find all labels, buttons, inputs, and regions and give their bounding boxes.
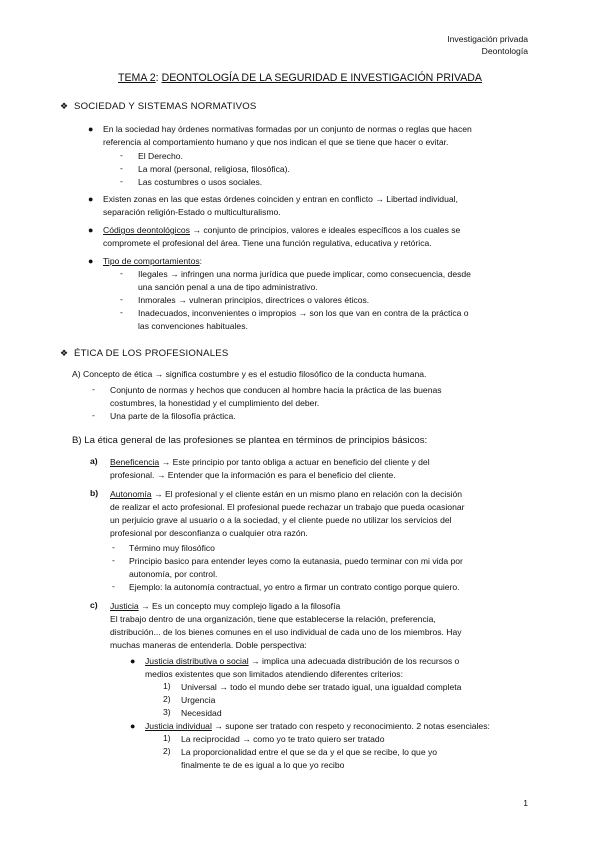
bullet-icon: ● [88,194,94,204]
paragraph: En la sociedad hay órdenes normativas formadas por un conjunto de normas o reglas que hacen [103,124,472,134]
paragraph: separación religión-Estado o multiculturalismo. [103,207,281,217]
diamond-bullet-icon: ❖ [60,101,69,111]
dash-marker: - [92,410,95,420]
paragraph: medios existentes que son limitados atendiendo diferentes criterios: [145,669,403,679]
diamond-bullet-icon: ❖ [60,348,69,358]
list-item: autonomía, por control. [129,569,218,579]
paragraph: Justicia → Es un concepto muy complejo ligado a la filosofía [110,601,341,611]
paragraph: Códigos deontológicos → conjunto de principios, valores e ideales específicos a los cuales se [103,225,461,235]
paragraph: A) Concepto de ética → significa costumbre y es el estudio filosófico de la conducta humana. [72,369,427,379]
list-item: costumbres, la honestidad y el cumplimiento del deber. [110,398,320,408]
dash-marker: - [112,542,115,552]
bullet-icon: ● [130,721,136,731]
bullet-icon: ● [130,656,136,666]
section-heading-etica: ❖ ÉTICA DE LOS PROFESIONALES [60,348,229,359]
paragraph: profesional. → Entender que la información es para el beneficio del cliente. [110,470,396,480]
list-item: Conjunto de normas y hechos que conducen al hombre hacia la práctica de las buenas [110,385,442,395]
header-subject: Deontología [481,46,528,56]
number-marker: 2) [163,694,171,704]
list-item: Ilegales → infringen una norma jurídica que puede implicar, como consecuencia, desde [138,269,471,279]
dash-marker: - [120,268,123,278]
header-course: Investigación privada [447,34,528,44]
list-item: Las costumbres o usos sociales. [138,177,263,187]
list-item: La proporcionalidad entre el que se da y el que se recibe, lo que yo [181,747,438,757]
item-label: b) [90,488,99,498]
dash-marker: - [112,581,115,591]
page-title: TEMA 2: DEONTOLOGÍA DE LA SEGURIDAD E INVESTIGACIÓN PRIVADA [117,72,483,84]
list-item: finalmente te de es igual a lo que yo recibo [181,760,345,770]
paragraph: distribución... de los bienes comunes en el uso individual de cada uno de los miembros. Hay [110,627,462,637]
paragraph: de realizar el acto profesional. El profesional puede rechazar un trabajo que pueda ocasionar [110,502,465,512]
list-item: Necesidad [181,708,222,718]
paragraph: El trabajo dentro de una organización, tiene que establecerse la relación, preferencia, [110,614,436,624]
bullet-icon: ● [88,256,94,266]
paragraph: Existen zonas en las que estas órdenes coinciden y entran en conflicto → Libertad individual, [103,194,458,204]
paragraph: B) La ética general de las profesiones se plantea en términos de principios básicos: [72,435,428,446]
list-item: Principio basico para entender leyes como la eutanasia, puedo terminar con mi vida por [129,556,463,566]
list-item: Inadecuados, inconvenientes o impropios → son los que van en contra de la práctica o [138,308,469,318]
bullet-icon: ● [88,124,94,134]
number-marker: 1) [163,733,171,743]
list-item: El Derecho. [138,151,183,161]
running-header [447,33,528,57]
list-item: Universal → todo el mundo debe ser tratado igual, una igualdad completa [181,682,462,692]
number-marker: 3) [163,707,171,717]
number-marker: 2) [163,746,171,756]
section-heading-sociedad: ❖ SOCIEDAD Y SISTEMAS NORMATIVOS [60,101,257,112]
bullet-icon: ● [88,225,94,235]
dash-marker: - [92,384,95,394]
list-item: Ejemplo: la autonomía contractual, yo entro a firmar un contrato contigo porque quiero. [129,582,460,592]
paragraph: un perjuicio grave al usuario o a la sociedad, y el cliente puede no utilizar los servicios del [110,515,452,525]
page-number: 1 [523,798,528,808]
list-item: las convenciones habituales. [138,321,248,331]
dash-marker: - [120,307,123,317]
list-item: Urgencia [181,695,216,705]
paragraph: Justicia individual → supone ser tratado con respeto y reconocimiento. 2 notas esenciales: [145,721,490,731]
list-item: Inmorales → vulneran principios, directrices o valores éticos. [138,295,370,305]
list-item: La moral (personal, religiosa, filosófica). [138,164,290,174]
item-label: c) [90,600,98,610]
paragraph: profesional por desconfianza o cualquier otra razón. [110,528,308,538]
paragraph: muchas maneras de entenderla. Doble perspectiva: [110,640,307,650]
dash-marker: - [120,150,123,160]
list-item: Término muy filosófico [129,543,215,553]
item-label: a) [90,456,98,466]
paragraph: compromete el profesional del área. Tiene una función regulativa, educativa y retórica. [103,238,432,248]
list-item: La reciprocidad → como yo te trato quiero ser tratado [181,734,385,744]
dash-marker: - [112,555,115,565]
paragraph: Tipo de comportamientos: [103,256,203,266]
list-item: una sanción penal a una de tipo administrativo. [138,282,318,292]
number-marker: 1) [163,681,171,691]
paragraph: Beneficencia → Este principio por tanto obliga a actuar en beneficio del cliente y del [110,457,430,467]
dash-marker: - [120,163,123,173]
paragraph: Autonomía → El profesional y el cliente están en un mismo plano en relación con la decisión [110,489,463,499]
dash-marker: - [120,294,123,304]
paragraph: referencia al comportamiento humano y que nos indican el que se tiene que hacer o evitar. [103,137,449,147]
paragraph: Justicia distributiva o social → implica una adecuada distribución de los recursos o [145,656,460,666]
dash-marker: - [120,176,123,186]
list-item: Una parte de la filosofía práctica. [110,411,236,421]
